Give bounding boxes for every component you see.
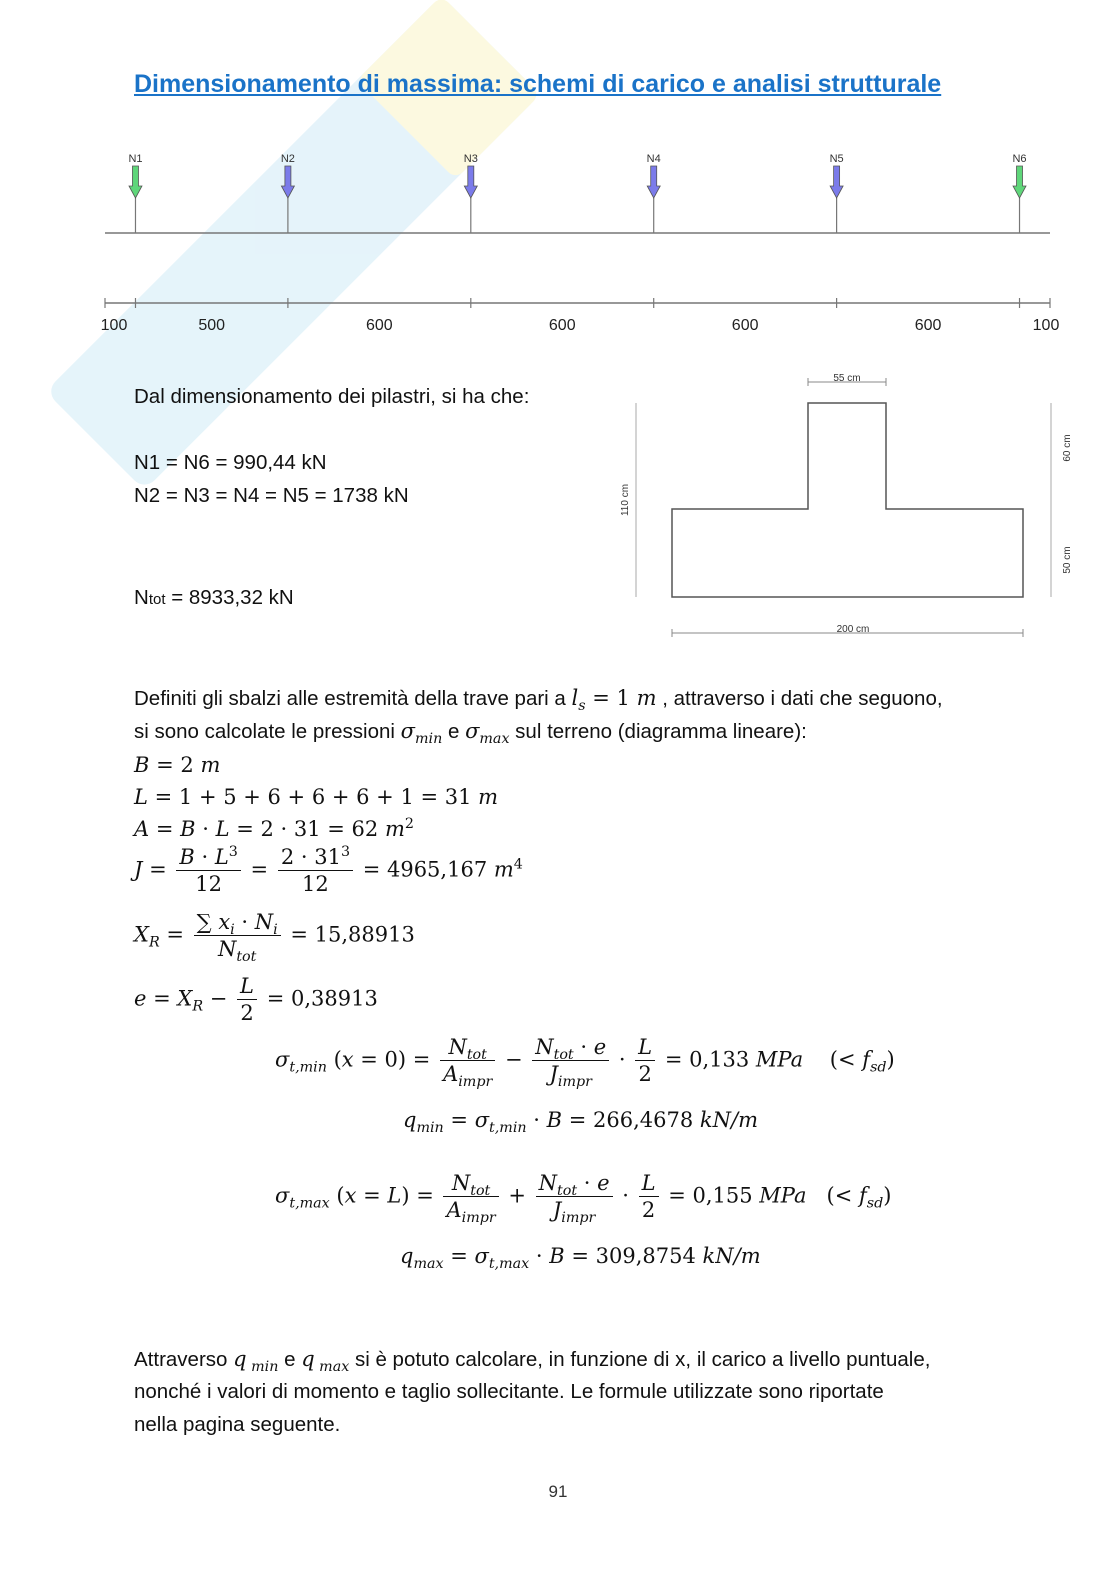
lower-height-label: 50 cm — [1062, 546, 1073, 574]
upper-height-label: 60 cm — [1062, 434, 1073, 462]
eq-sigma-max: $\sigma_{t,max}$ (x = L) = $\frac{N_{tot}}{A_{impr}}$ + $\frac{N_{tot} \cdot e}{J_{impr}}$ · $\frac{L}{2}$ = 0,155 MPa (< $f_{sd}$) — [275, 1171, 892, 1227]
node-label: N4 — [646, 153, 661, 165]
page-number: 91 — [548, 1482, 568, 1501]
load-n2 — [281, 153, 295, 233]
intro-text: Dal dimensionamento dei pilastri, si ha che: — [134, 385, 530, 408]
eq-q-max: $q_{max} = \sigma_{t,max} \cdot B = 309,8754$ kN/m — [400, 1244, 761, 1273]
node-label: N2 — [280, 153, 295, 165]
span-length-label: 600 — [914, 317, 942, 334]
cross-section-diagram — [610, 365, 1090, 645]
down-arrow-icon — [129, 166, 142, 198]
eq-B: B = 2 m — [134, 753, 221, 777]
eq-sigma-min: $\sigma_{t,min}$ (x = 0) = $\frac{N_{tot}}{A_{impr}}$ − $\frac{N_{tot} \cdot e}{J_{impr}}$ · $\frac{L}{2}$ = 0,133 MPa (< $f_{sd}$) — [275, 1035, 895, 1091]
page-title: Dimensionamento di massima: schemi di carico e analisi strutturale — [134, 70, 942, 98]
load-n6 — [1012, 153, 1026, 233]
node-label: N5 — [829, 153, 844, 165]
n1-n6-value: N1 = N6 = 990,44 kN — [134, 451, 327, 474]
span-length-label: 600 — [548, 317, 576, 334]
load-n5 — [830, 153, 844, 233]
paragraph-closing-2: nonché i valori di momento e taglio sollecitante. Le formule utilizzate sono riportate — [134, 1380, 884, 1403]
eq-XR: $X_R$ = $\frac{\sum x_i \cdot N_i}{N_{tot}}$ = 15,88913 — [134, 910, 415, 966]
top-width-label: 55 cm — [833, 373, 861, 384]
beam-load-diagram — [0, 140, 1116, 345]
paragraph-pressioni: si sono calcolate le pressioni $\sigma_{min}$ e $\sigma_{max}$ sul terreno (diagramma lineare): — [134, 719, 807, 748]
paragraph-sbalzi: Definiti gli sbalzi alle estremità della trave pari a $l_s = 1$ m , attraverso i dati che seguono, — [134, 686, 943, 715]
eq-J: J = $\frac{B \cdot L^3}{12}$ = $\frac{2 \cdot 31^3}{12}$ = 4965,167 $m^4$ — [134, 844, 523, 896]
down-arrow-icon — [281, 166, 294, 198]
load-n3 — [464, 153, 478, 233]
span-length-label: 100 — [1032, 317, 1060, 334]
eq-L: L = 1 + 5 + 6 + 6 + 6 + 1 = 31 m — [134, 785, 499, 809]
load-n1 — [128, 153, 142, 233]
span-length-label: 600 — [731, 317, 759, 334]
load-n4 — [647, 153, 661, 233]
section-outline — [672, 403, 1023, 597]
down-arrow-icon — [830, 166, 843, 198]
ntot-value: Ntot = 8933,32 kN — [134, 586, 294, 609]
down-arrow-icon — [647, 166, 660, 198]
span-length-label: 100 — [100, 317, 128, 334]
span-length-label: 500 — [198, 317, 226, 334]
eq-e: $e = X_R$ − $\frac{L}{2}$ = 0,38913 — [134, 974, 378, 1025]
node-label: N3 — [463, 153, 478, 165]
paragraph-closing-1: Attraverso q $_{min}$ e q $_{max}$ si è potuto calcolare, in funzione di x, il carico a livello puntuale, — [134, 1347, 931, 1376]
down-arrow-icon — [464, 166, 477, 198]
node-label: N6 — [1012, 153, 1027, 165]
node-label: N1 — [128, 153, 143, 165]
down-arrow-icon — [1013, 166, 1026, 198]
eq-A: A = B · L = 2 · 31 = 62 $m^2$ — [134, 816, 414, 841]
span-length-label: 600 — [366, 317, 393, 334]
n2-n5-value: N2 = N3 = N4 = N5 = 1738 kN — [134, 484, 409, 507]
total-height-label: 110 cm — [620, 483, 631, 517]
eq-q-min: $q_{min} = \sigma_{t,min} \cdot B = 266,4678$ kN/m — [403, 1108, 758, 1137]
paragraph-closing-3: nella pagina seguente. — [134, 1413, 341, 1436]
base-width-label: 200 cm — [836, 624, 870, 635]
